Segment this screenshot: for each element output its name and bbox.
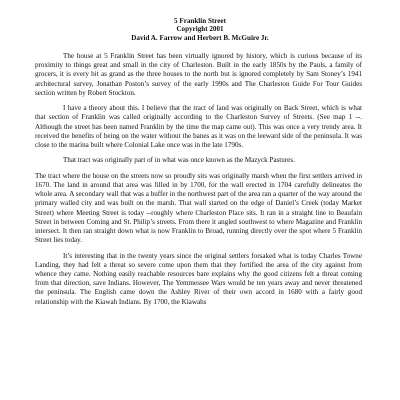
document-header	[0, 17, 400, 42]
copyright-line: Copyright 2001	[176, 25, 224, 34]
document-title: 5 Franklin Street	[174, 17, 226, 25]
authors-line: David A. Farrow and Herbert B. McGuire Jr.	[131, 33, 269, 42]
document-body	[35, 52, 362, 313]
paragraph: I have a theory about this. I believe that the tract of land was originally on Back Street, which is what that section of Franklin was called originally according to the Charleston Survey of Streets. (See map 1 --. Although the street has been named Franklin by the time the map came out). This was once a very trendy area. It received the benefits of being on the water without the banes as it was on the leeward side of the peninsula. It was close to the marina built where Colonial Lake once was in the late 1790s.	[35, 104, 362, 150]
paragraph: That tract was originally part of in what was once known as the Mazyck Pastures.	[63, 156, 295, 165]
paragraph: The tract where the house on the streets now so proudly sits was originally marsh when the first settlers arrived in 1670. The land in around that area was filled in by 1700, for the wall erected in 1704 carefully delineates the whole area. A secondary wall that was a buffer in the northwest part of the area ran a quarter of the way around the primary walled city and was built on the marsh. That wall started on the edge of Daniel’s Creek (today Market Street) where Meeting Street is today --roughly where Charleston Place sits. It ran in a straight line to Beaufain Street in between Coming and St. Philip’s streets. From there it angled southwest to where Magazine and Franklin intersect. It then ran straight down what is now Franklin to Broad, running directly over the spot where 5 Franklin Street lies today.	[35, 171, 362, 245]
paragraph: It’s interesting that in the twenty years since the original settlers forsaked what is today Charles Towne Landing, they had felt a threat so severe come upon them that they fortified the area of the city against from whence they came. Nothing easily reachable resources bare explains why the good citizens felt a threat coming from that direction, save Indians. However, The Yemmessee Wars would be ten years away and never threatened the peninsula. The English came down the Ashley River of their own accord in 1680 with a fairly good relationship with the Kiawah Indians. By 1700, the Kiawahs	[35, 251, 362, 306]
paragraph: The house at 5 Franklin Street has been virtually ignored by history, which is curious because of its proximity to things great and small in the city of Charleston. Built in the early 1850s by the Pauls, a family of grocers, it is every bit as grand as the three houses to the north but is ignored completely by Sam Stoney’s 1941 architectural survey, Jonathan Poston’s survey of the early 1990s and The Charleston Guide For Tour Guides section written by Robert Stockton.	[35, 52, 362, 97]
